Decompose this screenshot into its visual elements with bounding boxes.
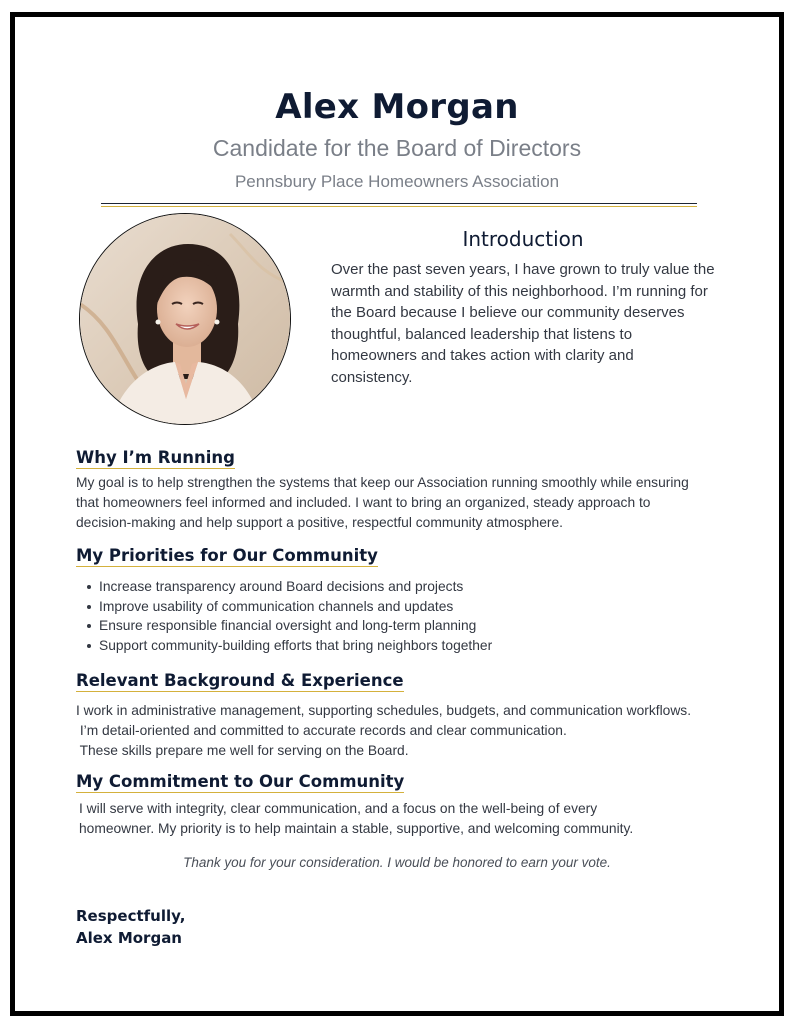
commitment-text — [79, 799, 729, 839]
priority-item: Support community-building efforts that bring neighbors together — [79, 636, 699, 656]
why-running-line: that homeowners feel informed and included. I want to bring an organized, steady approach to — [76, 495, 651, 510]
header-divider-accent — [101, 206, 697, 207]
header-divider — [101, 203, 697, 204]
background-line: These skills prepare me well for serving on the Board. — [76, 743, 409, 758]
priority-item: Improve usability of communication channels and updates — [79, 597, 699, 617]
flyer-page — [10, 12, 784, 1016]
introduction-text: Over the past seven years, I have grown to truly value the warmth and stability of this neighborhood. I’m running for the Board because I believe our community deserves thoughtful, balanced leadership that listens to homeowners and takes action with clarity and consistency. — [331, 261, 715, 386]
why-running-text — [76, 473, 726, 533]
closing-signature: Alex Morgan — [76, 929, 182, 947]
background-line: I’m detail-oriented and committed to accurate records and clear communication. — [76, 723, 567, 738]
priorities-list — [79, 577, 699, 656]
why-running-heading: Why I’m Running — [76, 448, 235, 467]
priorities-heading: My Priorities for Our Community — [76, 546, 378, 565]
closing-salutation: Respectfully, — [76, 907, 186, 925]
commitment-heading: My Commitment to Our Community — [76, 772, 405, 791]
background-line: I work in administrative management, supporting schedules, budgets, and communication workflows. — [76, 703, 692, 718]
introduction-heading: Introduction — [462, 227, 584, 251]
priority-item: Increase transparency around Board decisions and projects — [79, 577, 699, 597]
why-running-line: My goal is to help strengthen the systems that keep our Association running smoothly while ensuring — [76, 475, 689, 490]
background-text — [76, 701, 726, 761]
candidate-subtitle: Candidate for the Board of Directors — [212, 135, 582, 161]
priority-item: Ensure responsible financial oversight and long-term planning — [79, 616, 699, 636]
commitment-line: I will serve with integrity, clear communication, and a focus on the well-being of every — [79, 801, 598, 816]
thank-you-note: Thank you for your consideration. I would be honored to earn your vote. — [183, 855, 611, 870]
candidate-name: Alex Morgan — [275, 87, 519, 127]
why-running-line: decision-making and help support a positive, respectful community atmosphere. — [76, 515, 563, 530]
commitment-line: homeowner. My priority is to help maintain a stable, supportive, and welcoming community. — [79, 821, 634, 836]
organization-name: Pennsbury Place Homeowners Association — [234, 172, 560, 191]
background-heading: Relevant Background & Experience — [76, 671, 404, 690]
candidate-portrait-photo — [79, 213, 291, 425]
